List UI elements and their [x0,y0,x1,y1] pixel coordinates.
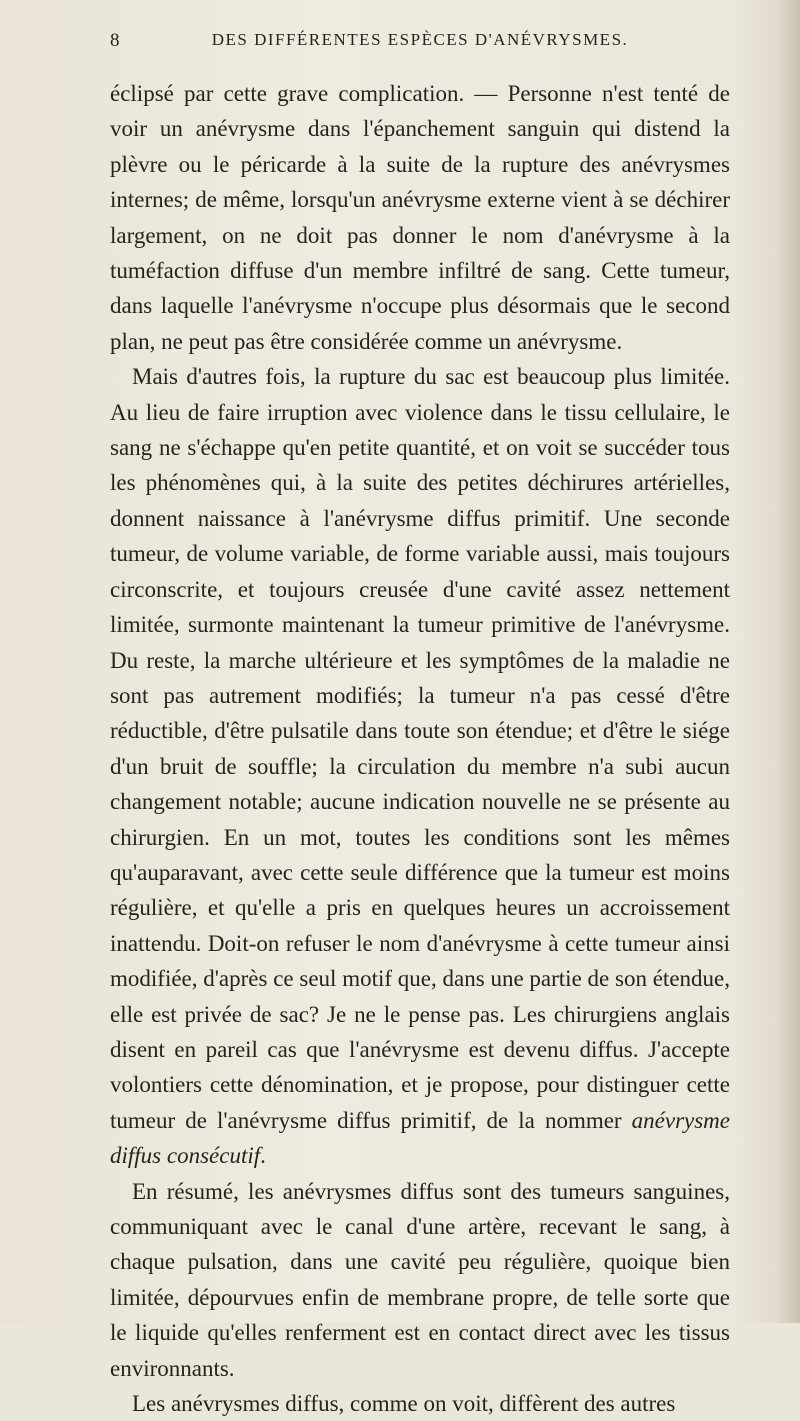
paragraph-2-text: Mais d'autres fois, la rupture du sac est beaucoup plus limitée. Au lieu de faire irruption avec violence dans le tissu cellulaire, le sang ne s'échappe qu'en petite quantité, et on voit se succéder tous les phénomènes qui, à la suite des petites déchirures artérielles, donnent naissance à l'anévrysme diffus primitif. Une seconde tumeur, de volume variable, de forme variable aussi, mais toujours circonscrite, et toujours creusée d'une cavité assez nettement limitée, surmonte maintenant la tumeur primitive de l'anévrysme. Du reste, la marche ultérieure et les symptômes de la maladie ne sont pas autrement modifiés; la tumeur n'a pas cessé d'être réductible, d'être pulsatile dans toute son étendue; et d'être le siége d'un bruit de souffle; la circulation du membre n'a subi aucun changement notable; aucune indication nouvelle ne se présente au chirurgien. En un mot, toutes les conditions sont les mêmes qu'auparavant, avec cette seule différence que la tumeur est moins régulière, et qu'elle a pris en quelques heures un accroissement inattendu. Doit-on refuser le nom d'anévrysme à cette tumeur ainsi modifiée, d'après ce seul motif que, dans une partie de son étendue, elle est privée de sac? Je ne le pense pas. Les chirurgiens anglais disent en pareil cas que l'anévrysme est devenu diffus. J'accepte volontiers cette dénomination, et je propose, pour distinguer cette tumeur de l'anévrysme diffus primitif, de la nommer [110,364,730,1133]
paragraph-4: Les anévrysmes diffus, comme on voit, diffèrent des autres [132,1391,676,1417]
page-edge-shadow [776,0,800,1323]
paragraph-2 [110,359,730,1173]
paragraph-2-end: . [260,1143,266,1169]
running-header [110,26,730,56]
paragraph-3: En résumé, les anévrysmes diffus sont des tumeurs sanguines, communiquant avec le canal d'une artère, recevant le sang, à chaque pulsation, dans une cavité peu régulière, quoique bien limitée, dépourvues enfin de membrane propre, de telle sorte que le liquide qu'elles renferment est en contact direct avec les tissus environnants. [110,1178,730,1381]
running-title: DES DIFFÉRENTES ESPÈCES D'ANÉVRYSMES. [211,30,629,49]
italic-term: anévrysme diffus consécutif [110,1107,731,1169]
paragraph-1: éclipsé par cette grave complication. — Personne n'est tenté de voir un anévrysme dans l'épanchement sanguin qui distend la plèvre ou le péricarde à la suite de la rupture des anévrysmes internes; de même, lorsqu'un anévrysme externe vient à se déchirer largement, on ne doit pas donner le nom d'anévrysme à la tuméfaction diffuse d'un membre infiltré de sang. Cette tumeur, dans laquelle l'anévrysme n'occupe plus désormais que le second plan, ne peut pas être considérée comme un anévrysme. [110,81,730,354]
body-text [110,76,730,1421]
page-number: 8 [110,30,121,51]
